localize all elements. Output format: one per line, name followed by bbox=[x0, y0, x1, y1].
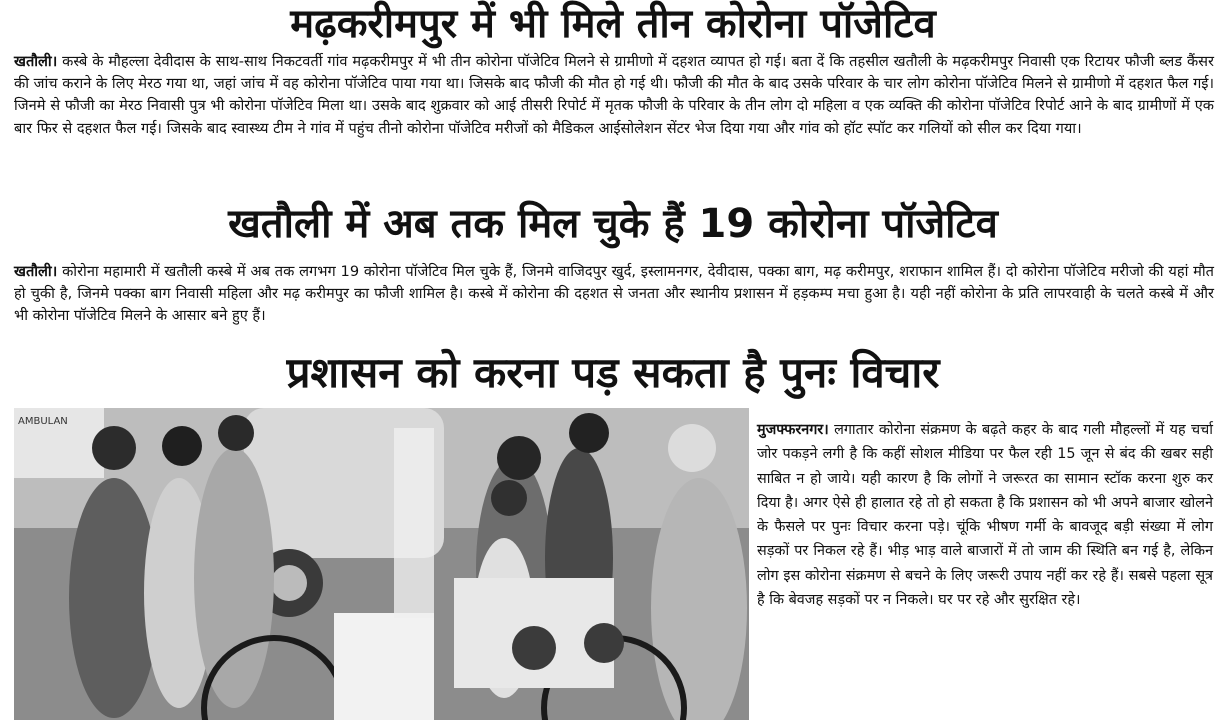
story-3-body: लगातार कोरोना संक्रमण के बढ़ते कहर के बाद गली मौहल्लों में यह चर्चा जोर पकड़ने लगी है कि कहीं सोशल मीडिया पर फैल रही 15 जून से बंद की खबर सही साबित न हो जाये। यही कारण है कि लोगों ने जरूरत का सामान स्टॉक करना शुरु कर दिया है। अगर ऐसे ही हालात रहे तो हो सकता है कि प्रशासन को भी अपने बाजार खोलने के फैसले पर पुनः विचार करना पड़े। चूंकि भीषण गर्मी के बावजूद बड़ी संख्या में लोग सड़कों पर निकल रहे हैं। भीड़ भाड़ वाले बाजारों में तो जाम की स्थिति बन गई है, लेकिन लोग इस कोरोना संक्रमण से बचने के लिए जरूरी उपाय नहीं कर रहे हैं। सबसे पहला सूत्र है कि बेवजह सड़कों पर न निकले। घर पर रहे और सुरक्षित रहे। bbox=[757, 422, 1213, 609]
story-1-paragraph bbox=[14, 51, 1214, 140]
headline-2: खतौली में अब तक मिल चुके हैं 19 कोरोना पॉजेटिव bbox=[228, 201, 998, 247]
story-2-dateline: खतौली। bbox=[14, 263, 58, 280]
headline-3: प्रशासन को करना पड़ सकता है पुनः विचार bbox=[286, 348, 940, 397]
headline-1: मढ़करीमपुर में भी मिले तीन कोरोना पॉजेटिव bbox=[290, 1, 936, 47]
story-1-dateline: खतौली। bbox=[14, 53, 58, 70]
story-2-body: कोरोना महामारी में खतौली कस्बे में अब तक लगभग 19 कोरोना पॉजेटिव मिल चुके हैं, जिनमे वाजिदपुर खुर्द, इस्लामनगर, देवीदास, पक्का बाग, मढ़ करीमपुर, शराफान शामिल हैं। दो कोरोना पॉजेटिव मरीजो की यहां मौत हो चुकी है, जिनमे पक्का बाग निवासी महिला और मढ़ करीमपुर का फौजी शामिल है। कस्बे में कोरोना की दहशत से जनता और स्थानीय प्रशासन में हड़कम्प मचा हुआ है। यही नहीं कोरोना के प्रति लापरवाही के चलते कस्बे में और भी कोरोना पॉजेटिव मिलने के आसार बने हुए हैं। bbox=[14, 263, 1214, 325]
story-3-paragraph bbox=[757, 418, 1213, 612]
story-2-paragraph bbox=[14, 261, 1214, 328]
story-1-body: कस्बे के मौहल्ला देवीदास के साथ-साथ निकटवर्ती गांव मढ़करीमपुर में भी तीन कोरोना पॉजेटिव मिलने से ग्रामीणो में दहशत व्यापत हो गई। बता दें कि तहसील खतौली के मढ़करीमपुर निवासी एक रिटायर फौजी ब्लड कैंसर की जांच कराने के लिए मेरठ गया था, जहां जांच में वह कोरोना पॉजेटिव पाया गया था। जिसके बाद फौजी की मौत हो गई थी। फौजी की मौत के बाद उसके परिवार के चार लोग कोरोना पॉजेटिव मिलने से ग्रामीणो में दहशत फैल गई। जिनमे से फौजी का मेरठ निवासी पुत्र भी कोरोना पॉजेटिव मिला था। उसके बाद शुक्रवार को आई तीसरी रिपोर्ट में मृतक फौजी के परिवार के तीन लोग दो महिला व एक व्यक्ति की कोरोना पॉजेटिव रिपोर्ट आने के बाद ग्रामीणों में एक बार फिर से दहशत फैल गई। जिसके बाद स्वास्थ्य टीम ने गांव में पहुंच तीनो कोरोना पॉजेटिव मरीजों को मैडिकल आईसोलेशन सेंटर भेज दिया गया और गांव को हॉट स्पॉट कर गलियों को सील कर दिया गया। bbox=[14, 53, 1214, 137]
news-photo bbox=[14, 408, 749, 720]
street-scene-image bbox=[14, 408, 749, 720]
story-3-dateline: मुजफ्फरनगर। bbox=[757, 422, 829, 438]
ambulance-label: AMBULAN bbox=[18, 416, 68, 427]
